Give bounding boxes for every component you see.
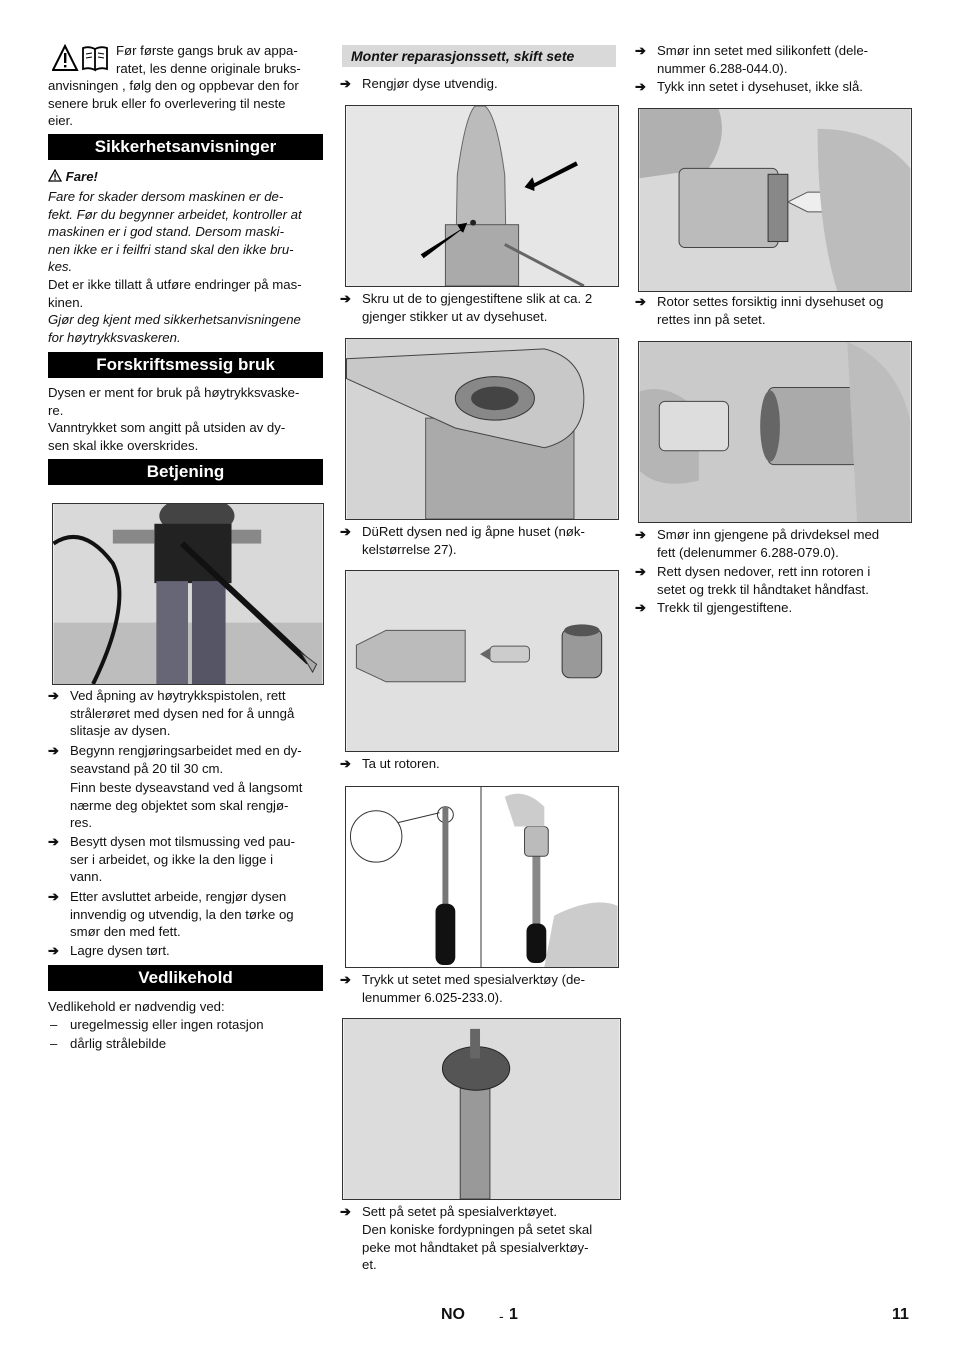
danger-label-text: Fare! (65, 169, 98, 184)
step-line: Ta ut rotoren. (362, 756, 440, 771)
step-line: Smør inn setet med silikonfett (dele- (657, 43, 869, 58)
step-line: Rotor settes forsiktig inni dysehuset og (657, 294, 884, 309)
step-line: Finn beste dyseavstand ved å langsomt (70, 780, 303, 795)
danger-line: Fare for skader dersom maskinen er de- (48, 189, 284, 204)
intro-line: anvisningen , følg den og oppbevar den for (48, 78, 299, 93)
arrow-right-icon: ➔ (635, 527, 647, 542)
instruction-step (635, 78, 912, 96)
instruction-step (340, 290, 622, 325)
arrow-right-icon: ➔ (340, 291, 352, 306)
heading-repair-kit: Monter reparasjonssett, skift sete (342, 45, 616, 67)
step-line: Skru ut de to gjengestiftene slik at ca. 2 (362, 291, 593, 306)
step-line: kelstørrelse 27). (362, 541, 457, 557)
arrow-right-icon: ➔ (635, 79, 647, 94)
step-line: setet og trekk til håndtaket håndfast. (657, 581, 869, 597)
step-line: Rett dysen nedover, rett inn rotoren i (657, 564, 871, 579)
warning-small-icon (48, 169, 62, 182)
warning-manual-icons (52, 44, 110, 72)
maintenance-intro: Vedlikehold er nødvendig ved: (48, 999, 225, 1014)
step-line: Etter avsluttet arbeide, rengjør dysen (70, 889, 287, 904)
arrow-right-icon: ➔ (340, 1204, 352, 1219)
danger-line: nen ikke er i feilfri stand skal den ikke bru- (48, 241, 294, 257)
dash-bullet: – (50, 1017, 58, 1032)
photo-operator-with-gun (52, 503, 324, 685)
safety-line: kinen. (48, 294, 84, 310)
danger-line: maskinen er i god stand. Dersom maski- (48, 224, 284, 239)
instruction-step (48, 687, 323, 740)
step-line: peke mot håndtaket på spesialverktøy- (362, 1239, 589, 1255)
intro-line: ratet, les denne originale bruks- (116, 60, 301, 76)
instruction-step (635, 563, 912, 598)
instruction-step (48, 888, 323, 941)
safety-italic-line: for høytrykksvaskeren. (48, 329, 181, 345)
step-line: ser i arbeidet, og ikke la den ligge i (70, 851, 274, 867)
arrow-right-icon: ➔ (340, 972, 352, 987)
instruction-step (48, 779, 323, 832)
step-line: Smør inn gjengene på drivdeksel med (657, 527, 880, 542)
arrow-right-icon: ➔ (340, 524, 352, 539)
footer-separator: - (499, 1308, 504, 1324)
safety-italic-line: Gjør deg kjent med sikkerhetsanvisningene (48, 312, 301, 327)
heading-operation: Betjening (48, 459, 323, 485)
step-line: Tykk inn setet i dysehuset, ikke slå. (657, 79, 863, 94)
step-line: gjenger stikker ut av dysehuset. (362, 308, 548, 324)
photo-disassembled-parts (345, 570, 619, 752)
arrow-right-icon: ➔ (340, 756, 352, 771)
manual-book-icon (83, 47, 107, 70)
step-line: nærme deg objektet som skal rengjø- (70, 797, 289, 813)
instruction-step (340, 755, 622, 773)
intro-line: eier. (48, 113, 73, 128)
step-line: et. (362, 1257, 377, 1272)
step-line: lenummer 6.025-233.0). (362, 989, 503, 1005)
instruction-step (340, 1203, 622, 1221)
maintenance-item (48, 1035, 323, 1053)
photo-wrench-housing (345, 338, 619, 520)
step-line: Ved åpning av høytrykkspistolen, rett (70, 688, 286, 703)
step-line: innvendig og utvendig, la den tørke og (70, 906, 294, 922)
heading-intended-use: Forskriftsmessig bruk (48, 352, 323, 378)
intro-line: senere bruk eller fo overlevering til neste (48, 95, 286, 111)
intro-line: Før første gangs bruk av appa- (116, 43, 298, 58)
footer-section-number: 1 (509, 1306, 518, 1323)
step-line: seavstand på 20 til 30 cm. (70, 760, 224, 776)
photo-insert-rotor (638, 341, 912, 523)
use-line: Vanntrykket som angitt på utsiden av dy- (48, 420, 286, 435)
danger-label (48, 168, 98, 186)
step-line: Rengjør dyse utvendig. (362, 76, 498, 91)
step-line: Den koniske fordypningen på setet skal (362, 1222, 593, 1237)
instruction-step (48, 942, 323, 960)
footer-lang: NO (441, 1306, 465, 1323)
step-line: nummer 6.288-044.0). (657, 60, 788, 76)
danger-line: fekt. Før du begynner arbeidet, kontroller at (48, 206, 302, 222)
photo-insert-seat (638, 108, 912, 292)
step-line: Sett på setet på spesialverktøyet. (362, 1204, 557, 1219)
step-line: Besytt dysen mot tilsmussing ved pau- (70, 834, 296, 849)
instruction-step (635, 599, 912, 617)
arrow-right-icon: ➔ (635, 600, 647, 615)
use-line: Dysen er ment for bruk på høytrykksvaske- (48, 385, 300, 400)
arrow-right-icon: ➔ (635, 43, 647, 58)
step-line: fett (delenummer 6.288-079.0). (657, 544, 839, 560)
photo-nozzle-screws (345, 105, 619, 287)
step-line: res. (70, 815, 92, 830)
use-line: sen skal ikke overskrides. (48, 437, 199, 453)
step-line: smør den med fett. (70, 924, 181, 939)
arrow-right-icon: ➔ (635, 564, 647, 579)
arrow-right-icon: ➔ (48, 889, 60, 904)
instruction-step (340, 971, 622, 1006)
instruction-step (48, 742, 323, 777)
drawing-special-tool (345, 786, 619, 968)
safety-line: Det er ikke tillatt å utføre endringer på mas- (48, 277, 302, 292)
heading-maintenance: Vedlikehold (48, 965, 323, 991)
step-line: DüRett dysen ned ig åpne huset (nøk- (362, 524, 585, 539)
instruction-step (635, 42, 912, 77)
dash-bullet: – (50, 1035, 58, 1051)
step-line: rettes inn på setet. (657, 311, 766, 327)
instruction-step (340, 75, 622, 93)
danger-line: kes. (48, 259, 73, 274)
instruction-step (635, 293, 912, 328)
arrow-right-icon: ➔ (48, 943, 60, 958)
instruction-step (340, 523, 622, 558)
maintenance-item-text: uregelmessig eller ingen rotasjon (70, 1017, 264, 1032)
warning-triangle-icon (53, 46, 77, 70)
maintenance-item (48, 1016, 323, 1034)
arrow-right-icon: ➔ (340, 76, 352, 91)
step-line: Trekk til gjengestiftene. (657, 600, 793, 615)
step-line: Lagre dysen tørt. (70, 943, 170, 958)
arrow-right-icon: ➔ (48, 743, 60, 758)
step-line: strålerøret med dysen ned for å unngå (70, 705, 295, 721)
use-line: re. (48, 402, 64, 418)
maintenance-item-text: dårlig strålebilde (70, 1035, 167, 1051)
instruction-step (48, 833, 323, 886)
heading-safety: Sikkerhetsanvisninger (48, 134, 323, 160)
step-line: vann. (70, 869, 103, 884)
instruction-step (340, 1221, 622, 1274)
step-line: Begynn rengjøringsarbeidet med en dy- (70, 743, 302, 758)
photo-seat-on-tool (342, 1018, 621, 1200)
arrow-right-icon: ➔ (48, 688, 60, 703)
arrow-right-icon: ➔ (48, 834, 60, 849)
page-number: 11 (892, 1306, 909, 1323)
step-line: Trykk ut setet med spesialverktøy (de- (362, 972, 586, 987)
step-line: slitasje av dysen. (70, 723, 171, 738)
arrow-right-icon: ➔ (635, 294, 647, 309)
instruction-step (635, 526, 912, 561)
